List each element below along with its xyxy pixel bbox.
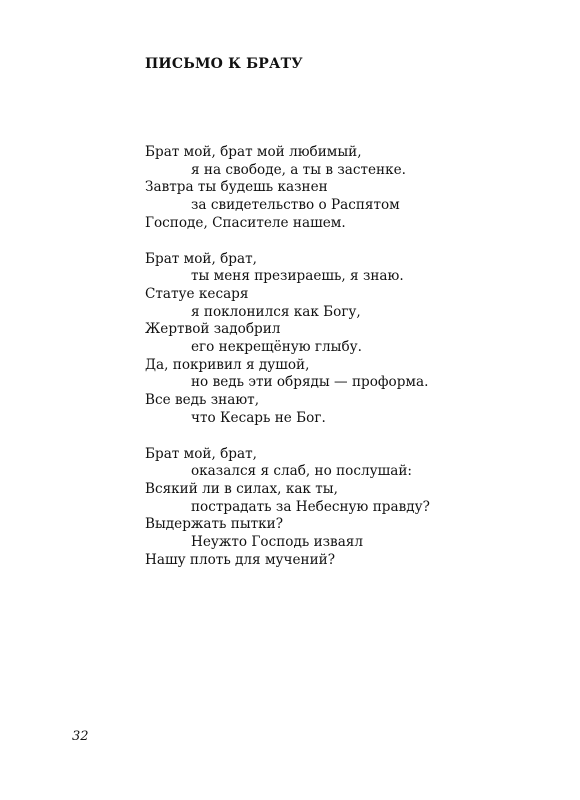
poem-line: оказался я слаб, но послушай:	[191, 463, 412, 480]
poem-line: что Кесарь не Бог.	[191, 409, 326, 426]
poem-line: я поклонился как Богу,	[191, 303, 361, 320]
poem-line: пострадать за Небесную правду?	[191, 498, 430, 515]
poem-line: за свидетельство о Распятом	[191, 197, 400, 214]
stanza	[145, 446, 565, 570]
page-number: 32	[72, 729, 89, 744]
poem-body	[145, 144, 565, 569]
poem-line: ты меня презираешь, я знаю.	[191, 268, 404, 285]
poem-line: но ведь эти обряды — проформа.	[191, 374, 429, 391]
poem-line: Завтра ты будешь казнен	[145, 179, 328, 196]
poem-line: Нашу плоть для мучений?	[145, 551, 336, 568]
stanza	[145, 144, 565, 233]
poem-line: Выдержать пытки?	[145, 516, 284, 533]
poem-title: ПИСЬМО К БРАТУ	[145, 56, 303, 72]
poem-line: Брат мой, брат мой любимый,	[145, 144, 362, 160]
poem-line: Статуе кесаря	[145, 285, 249, 302]
poem-line: Господе, Спасителе нашем.	[145, 214, 346, 231]
poem-line: Всякий ли в силах, как ты,	[145, 480, 338, 497]
poem-line: Брат мой, брат,	[145, 250, 257, 267]
poem-line: я на свободе, а ты в застенке.	[191, 161, 406, 178]
poem-line: Да, покривил я душой,	[145, 356, 310, 373]
poem-line: его некрещёную глыбу.	[191, 339, 362, 356]
poem-line: Брат мой, брат,	[145, 445, 257, 462]
poem-line: Жертвой задобрил	[145, 321, 281, 338]
poem-line: Неужто Господь изваял	[191, 534, 364, 551]
poem-line: Все ведь знают,	[145, 392, 260, 409]
stanza	[145, 251, 565, 428]
